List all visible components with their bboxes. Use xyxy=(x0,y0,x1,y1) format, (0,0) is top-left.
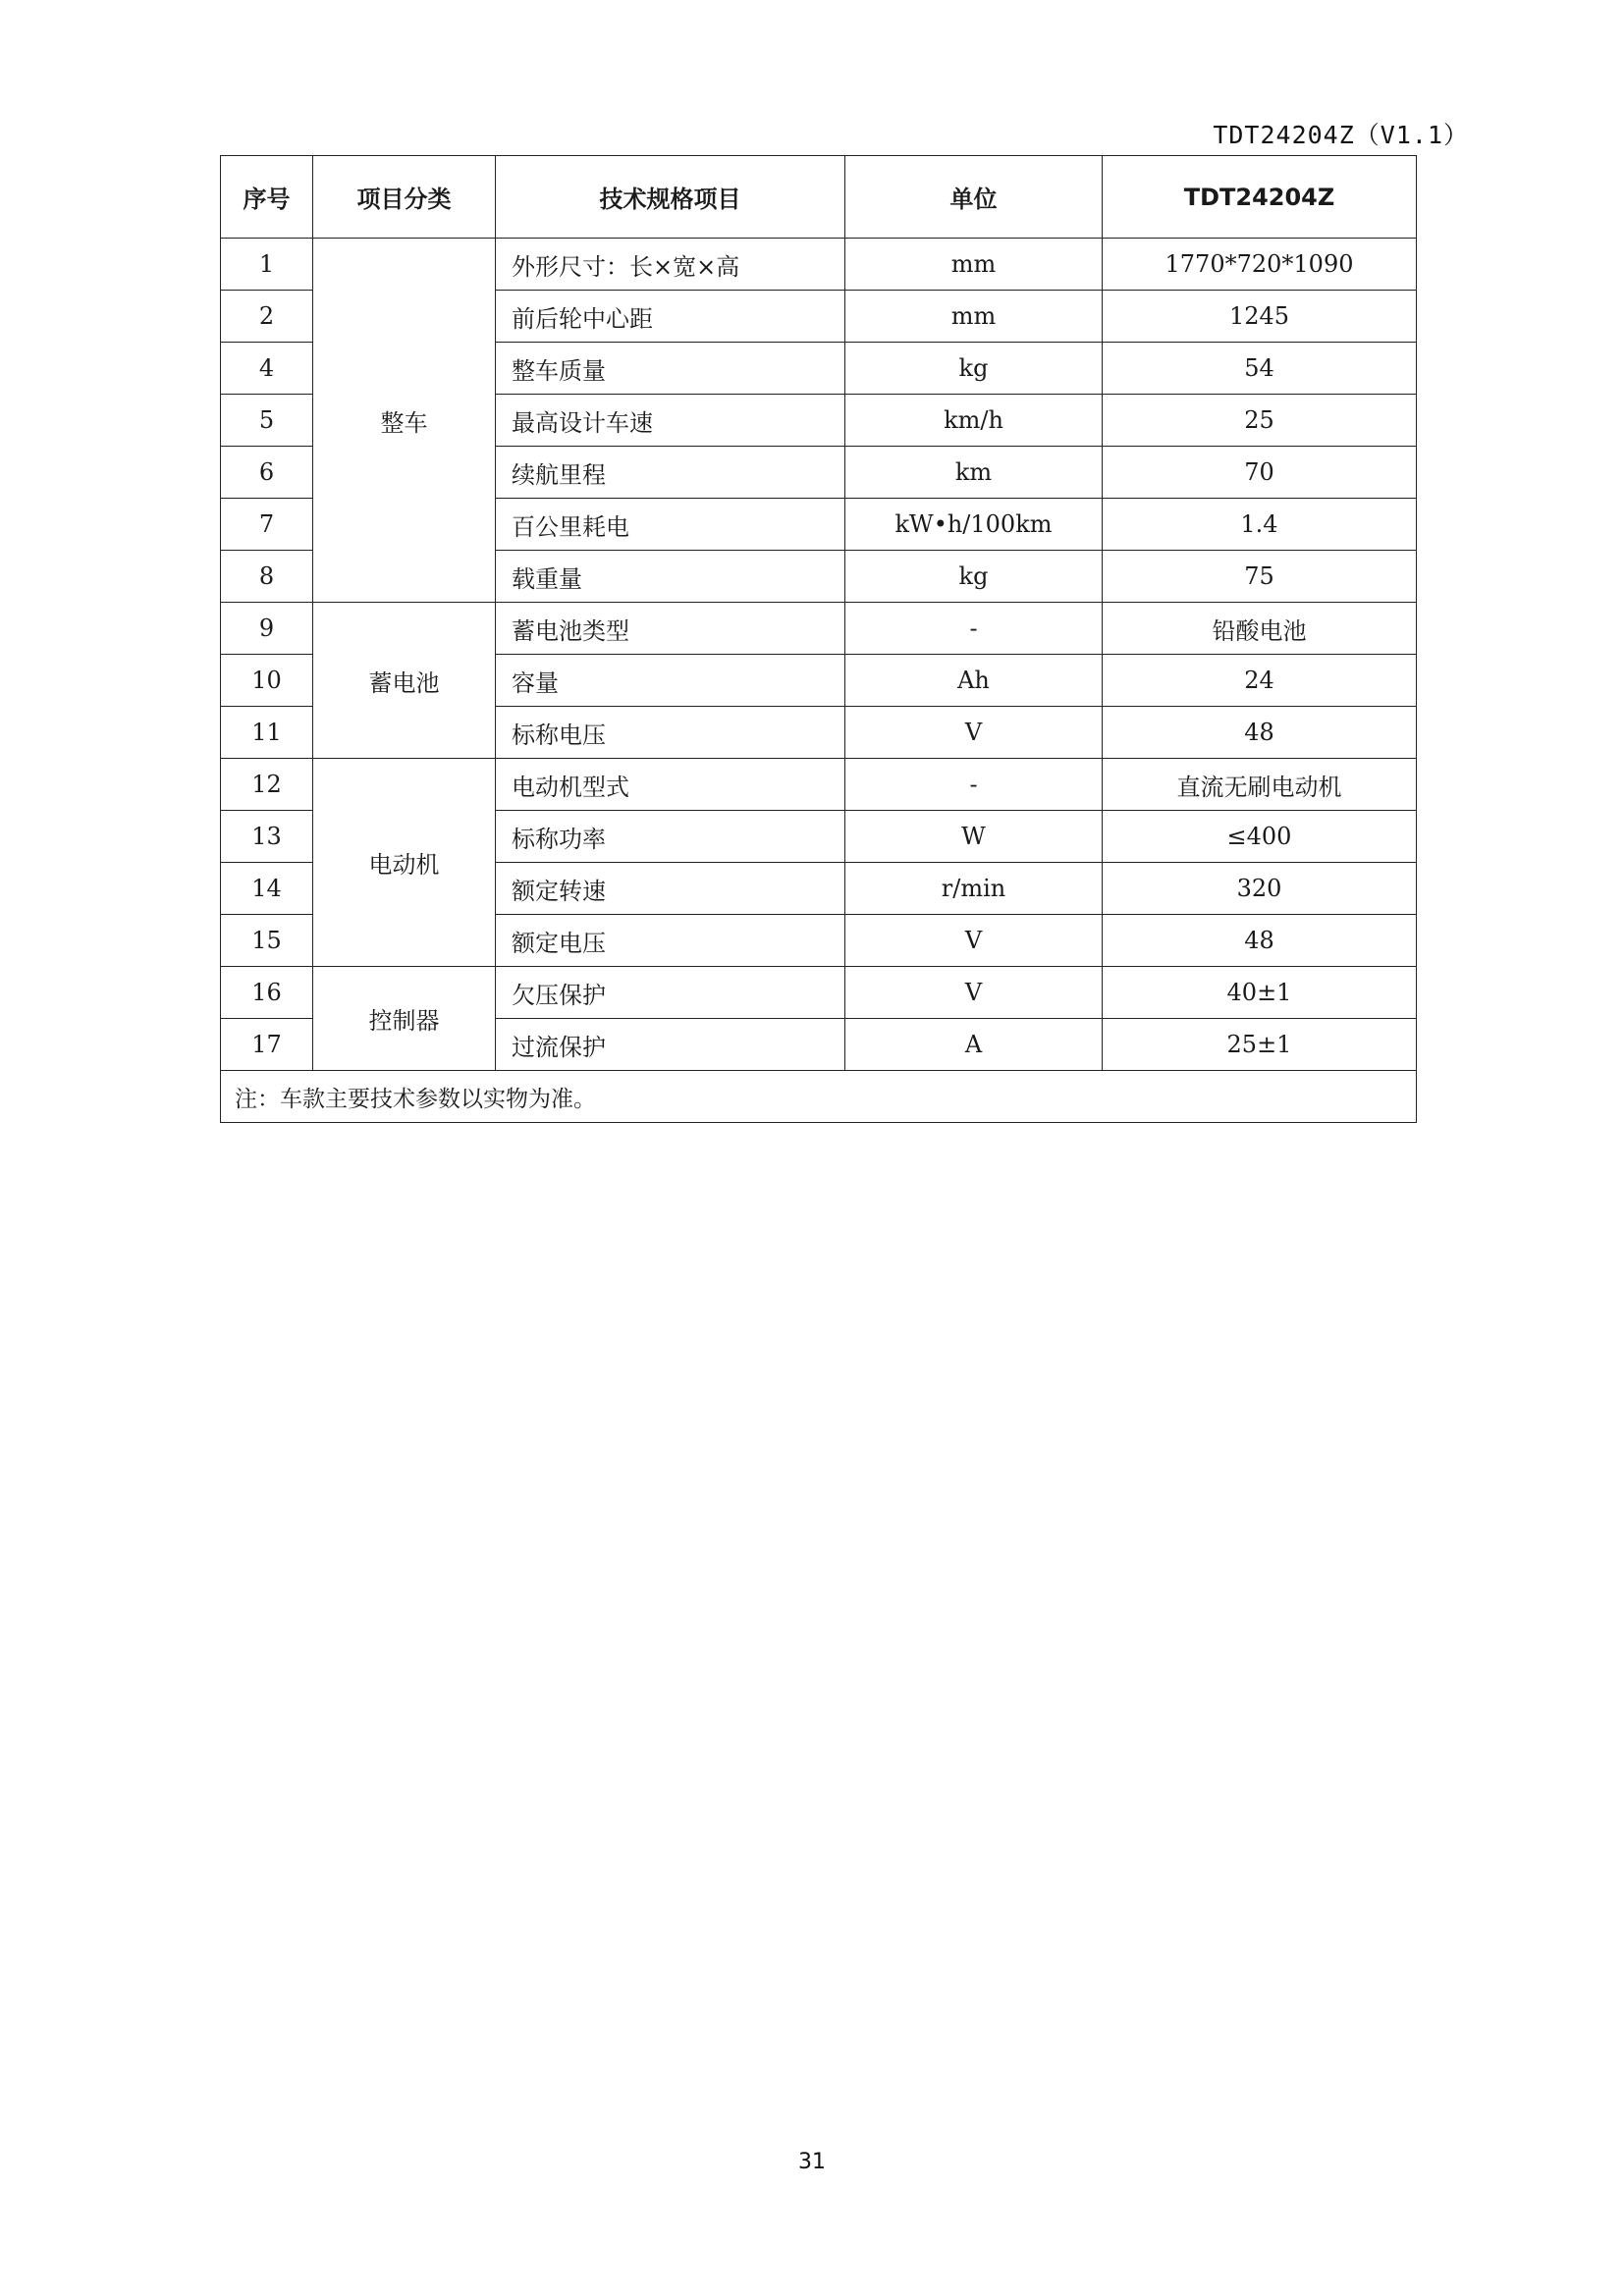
header-category: 项目分类 xyxy=(313,156,496,239)
cell-spec-item: 欠压保护 xyxy=(496,967,845,1019)
cell-serial-no: 17 xyxy=(221,1019,313,1071)
cell-serial-no: 8 xyxy=(221,551,313,603)
header-model: TDT24204Z xyxy=(1103,156,1417,239)
cell-unit: V xyxy=(845,915,1103,967)
cell-value: 直流无刷电动机 xyxy=(1103,759,1417,811)
cell-unit: kg xyxy=(845,343,1103,395)
header-spec-item: 技术规格项目 xyxy=(496,156,845,239)
cell-value: 75 xyxy=(1103,551,1417,603)
cell-spec-item: 外形尺寸：长×宽×高 xyxy=(496,239,845,291)
table-body xyxy=(221,239,1417,1071)
cell-spec-item: 过流保护 xyxy=(496,1019,845,1071)
cell-spec-item: 百公里耗电 xyxy=(496,499,845,551)
cell-category: 控制器 xyxy=(313,967,496,1071)
cell-unit: - xyxy=(845,759,1103,811)
cell-value: 25 xyxy=(1103,395,1417,447)
cell-serial-no: 15 xyxy=(221,915,313,967)
table-row xyxy=(221,967,1417,1019)
cell-spec-item: 额定电压 xyxy=(496,915,845,967)
cell-spec-item: 标称电压 xyxy=(496,707,845,759)
cell-spec-item: 容量 xyxy=(496,655,845,707)
cell-unit: kg xyxy=(845,551,1103,603)
document-id: TDT24204Z（V1.1） xyxy=(1213,121,1469,149)
table-header-row xyxy=(221,156,1417,239)
cell-unit: W xyxy=(845,811,1103,863)
cell-value: 54 xyxy=(1103,343,1417,395)
cell-spec-item: 载重量 xyxy=(496,551,845,603)
note-row xyxy=(221,1071,1417,1123)
cell-serial-no: 5 xyxy=(221,395,313,447)
table-note: 注：车款主要技术参数以实物为准。 xyxy=(221,1071,1417,1123)
cell-unit: km xyxy=(845,447,1103,499)
cell-value: 25±1 xyxy=(1103,1019,1417,1071)
cell-serial-no: 6 xyxy=(221,447,313,499)
cell-category: 蓄电池 xyxy=(313,603,496,759)
cell-spec-item: 续航里程 xyxy=(496,447,845,499)
cell-spec-item: 蓄电池类型 xyxy=(496,603,845,655)
cell-spec-item: 整车质量 xyxy=(496,343,845,395)
cell-unit: V xyxy=(845,967,1103,1019)
cell-unit: mm xyxy=(845,291,1103,343)
cell-value: 320 xyxy=(1103,863,1417,915)
cell-value: 铅酸电池 xyxy=(1103,603,1417,655)
spec-table xyxy=(220,155,1417,1123)
page-number: 31 xyxy=(798,2150,826,2174)
cell-serial-no: 1 xyxy=(221,239,313,291)
cell-value: 1245 xyxy=(1103,291,1417,343)
cell-value: ≤400 xyxy=(1103,811,1417,863)
cell-serial-no: 12 xyxy=(221,759,313,811)
cell-spec-item: 前后轮中心距 xyxy=(496,291,845,343)
cell-serial-no: 9 xyxy=(221,603,313,655)
cell-serial-no: 13 xyxy=(221,811,313,863)
cell-serial-no: 7 xyxy=(221,499,313,551)
cell-value: 40±1 xyxy=(1103,967,1417,1019)
cell-unit: A xyxy=(845,1019,1103,1071)
cell-serial-no: 4 xyxy=(221,343,313,395)
cell-spec-item: 标称功率 xyxy=(496,811,845,863)
cell-spec-item: 电动机型式 xyxy=(496,759,845,811)
cell-spec-item: 额定转速 xyxy=(496,863,845,915)
cell-serial-no: 2 xyxy=(221,291,313,343)
header-unit: 单位 xyxy=(845,156,1103,239)
cell-serial-no: 10 xyxy=(221,655,313,707)
cell-unit: - xyxy=(845,603,1103,655)
cell-value: 48 xyxy=(1103,915,1417,967)
header-serial-no: 序号 xyxy=(221,156,313,239)
cell-category: 电动机 xyxy=(313,759,496,967)
cell-spec-item: 最高设计车速 xyxy=(496,395,845,447)
cell-unit: V xyxy=(845,707,1103,759)
cell-unit: km/h xyxy=(845,395,1103,447)
cell-value: 48 xyxy=(1103,707,1417,759)
cell-category: 整车 xyxy=(313,239,496,603)
cell-value: 1.4 xyxy=(1103,499,1417,551)
cell-unit: Ah xyxy=(845,655,1103,707)
cell-serial-no: 11 xyxy=(221,707,313,759)
cell-value: 24 xyxy=(1103,655,1417,707)
table-row xyxy=(221,239,1417,291)
table-row xyxy=(221,603,1417,655)
table-row xyxy=(221,759,1417,811)
cell-serial-no: 16 xyxy=(221,967,313,1019)
cell-value: 70 xyxy=(1103,447,1417,499)
cell-value: 1770*720*1090 xyxy=(1103,239,1417,291)
cell-unit: kW•h/100km xyxy=(845,499,1103,551)
cell-serial-no: 14 xyxy=(221,863,313,915)
cell-unit: mm xyxy=(845,239,1103,291)
cell-unit: r/min xyxy=(845,863,1103,915)
